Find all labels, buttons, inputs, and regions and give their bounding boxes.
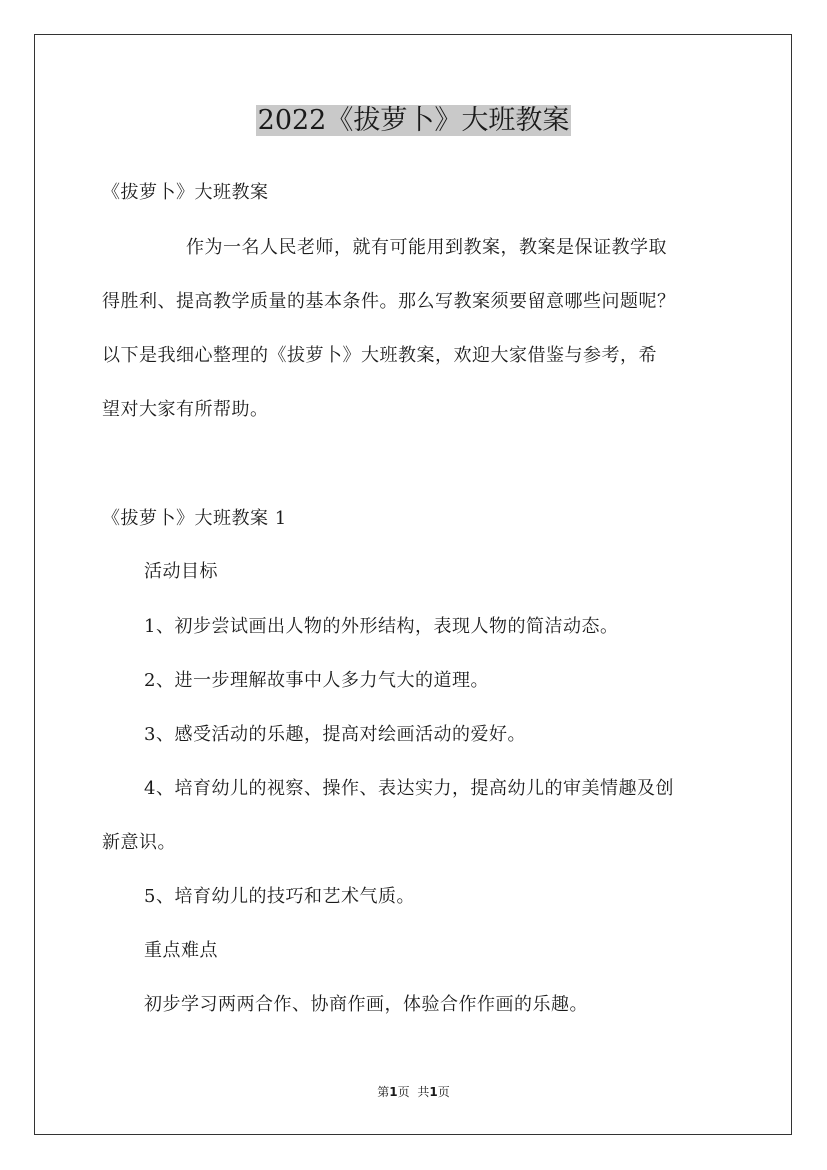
goal-item-4-continued: 新意识。 [102, 832, 176, 853]
document-title [0, 100, 827, 142]
intro-line-3: 以下是我细心整理的《拔萝卜》大班教案，欢迎大家借鉴与参考，希 [102, 345, 657, 366]
footer-page-suffix: 页 [397, 1085, 410, 1099]
intro-line-2: 得胜利、提高教学质量的基本条件。那么写教案须要留意哪些问题呢？ [102, 291, 676, 312]
intro-line-1: 作为一名人民老师，就有可能用到教案，教案是保证教学取 [186, 237, 667, 258]
footer-page-prefix: 第 [377, 1085, 390, 1099]
section-title: 《拔萝卜》大班教案 1 [102, 508, 287, 529]
page-footer [0, 1083, 827, 1101]
footer-total-prefix: 共 [417, 1085, 430, 1099]
document-subtitle: 《拔萝卜》大班教案 [102, 182, 269, 203]
key-points-heading: 重点难点 [144, 940, 218, 961]
footer-total-pages: 1 [429, 1085, 438, 1099]
document-title-text: 2022《拔萝卜》大班教案 [257, 105, 570, 136]
key-points-text: 初步学习两两合作、协商作画，体验合作作画的乐趣。 [144, 994, 588, 1015]
footer-page-number: 1 [389, 1085, 398, 1099]
goal-item-1: 1、初步尝试画出人物的外形结构，表现人物的简洁动态。 [144, 616, 619, 637]
goal-item-5: 5、培育幼儿的技巧和艺术气质。 [144, 886, 415, 907]
goal-item-3: 3、感受活动的乐趣，提高对绘画活动的爱好。 [144, 724, 526, 745]
footer-total-suffix: 页 [437, 1085, 450, 1099]
goal-item-4: 4、培育幼儿的视察、操作、表达实力，提高幼儿的审美情趣及创 [144, 778, 674, 799]
intro-line-4: 望对大家有所帮助。 [102, 399, 269, 420]
goal-item-2: 2、进一步理解故事中人多力气大的道理。 [144, 670, 489, 691]
goals-heading: 活动目标 [144, 561, 218, 582]
